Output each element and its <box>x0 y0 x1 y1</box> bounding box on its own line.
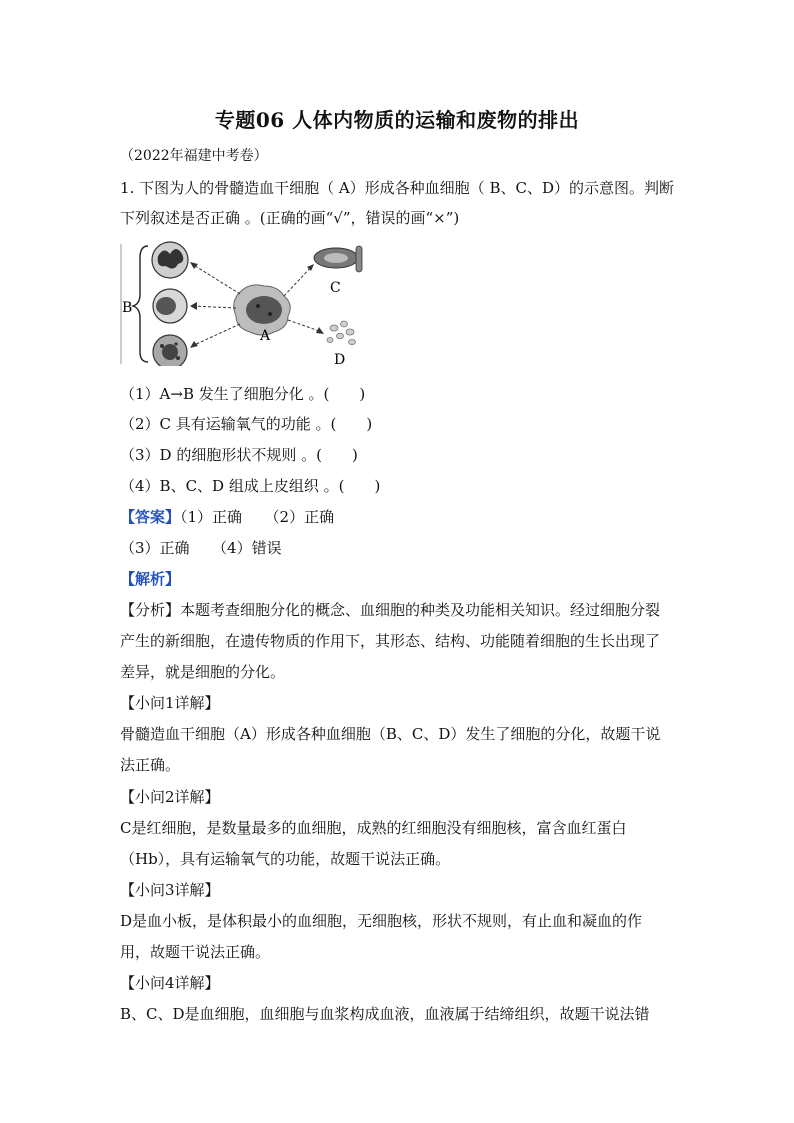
detail-4-heading: 【小问4详解】 <box>120 974 220 992</box>
analysis-line-2: 产生的新细胞，在遗传物质的作用下，其形态、结构、功能随着细胞的生长出现了 <box>120 632 661 650</box>
detail-1-line-1: 骨髓造血干细胞（A）形成各种血细胞（B、C、D）发生了细胞的分化，故题干说 <box>120 725 661 743</box>
question-text-line-1: 1. 下图为人的骨髓造血干细胞（ A）形成各种血细胞（ B、C、D）的示意图。判断 <box>120 179 674 197</box>
detail-2-heading: 【小问2详解】 <box>120 788 220 806</box>
arrows-to-b <box>192 264 240 346</box>
source-note: （2022年福建中考卷） <box>120 148 268 164</box>
question-item-3: （3）D 的细胞形状不规则 。( ) <box>120 446 358 464</box>
answer-text-1: （1）正确 （2）正确 <box>180 508 335 526</box>
white-cell-2-icon <box>153 289 187 323</box>
label-c: C <box>330 280 341 296</box>
question-item-4: （4）B、C、D 组成上皮组织 。( ) <box>120 477 381 495</box>
platelets-d-icon <box>327 321 356 345</box>
red-blood-cell-c-icon <box>314 246 362 272</box>
answer-line-1 <box>120 507 334 527</box>
label-d: D <box>334 352 346 366</box>
arrowheads-b <box>190 262 198 348</box>
analysis-line-1: 【分析】本题考查细胞分化的概念、血细胞的种类及功能相关知识。经过细胞分裂 <box>120 601 661 619</box>
detail-2-line-2: （Hb），具有运输氧气的功能，故题干说法正确。 <box>120 850 451 868</box>
detail-3-line-2: 用，故题干说法正确。 <box>120 943 271 961</box>
detail-3-heading: 【小问3详解】 <box>120 881 220 899</box>
detail-1-line-2: 法正确。 <box>120 756 181 774</box>
question-text-line-2: 下列叙述是否正确 。(正确的画“√”，错误的画“×”) <box>120 209 460 227</box>
analysis-heading: 【解析】 <box>120 570 181 588</box>
label-a: A <box>260 328 271 344</box>
white-cell-3-icon <box>153 335 187 366</box>
question-item-1: （1）A→B 发生了细胞分化 。( ) <box>120 385 366 403</box>
blood-cell-diagram <box>118 236 378 366</box>
detail-3-line-1: D是血小板，是体积最小的血细胞，无细胞核，形状不规则，有止血和凝血的作 <box>120 912 643 930</box>
detail-2-line-1: C是红细胞，是数量最多的血细胞，成熟的红细胞没有细胞核，富含血红蛋白 <box>120 819 627 837</box>
answer-tag: 【答案】 <box>120 508 181 526</box>
question-item-2: （2）C 具有运输氧气的功能 。( ) <box>120 415 373 433</box>
analysis-tag: 【分析】 <box>120 601 181 619</box>
analysis-line-3: 差异，就是细胞的分化。 <box>120 663 286 681</box>
label-b: B <box>122 300 133 316</box>
answer-line-2: （3）正确 （4）错误 <box>120 539 282 557</box>
detail-1-heading: 【小问1详解】 <box>120 694 220 712</box>
arrowheads-c-d <box>307 264 324 334</box>
detail-4-line-1: B、C、D是血细胞，血细胞与血浆构成血液，血液属于结缔组织，故题干说法错 <box>120 1005 650 1023</box>
arrows-to-c-d <box>284 266 322 332</box>
page-title: 专题06 人体内物质的运输和废物的排出 <box>214 108 580 132</box>
brace-b <box>133 246 148 362</box>
white-cell-1-icon <box>152 242 188 278</box>
